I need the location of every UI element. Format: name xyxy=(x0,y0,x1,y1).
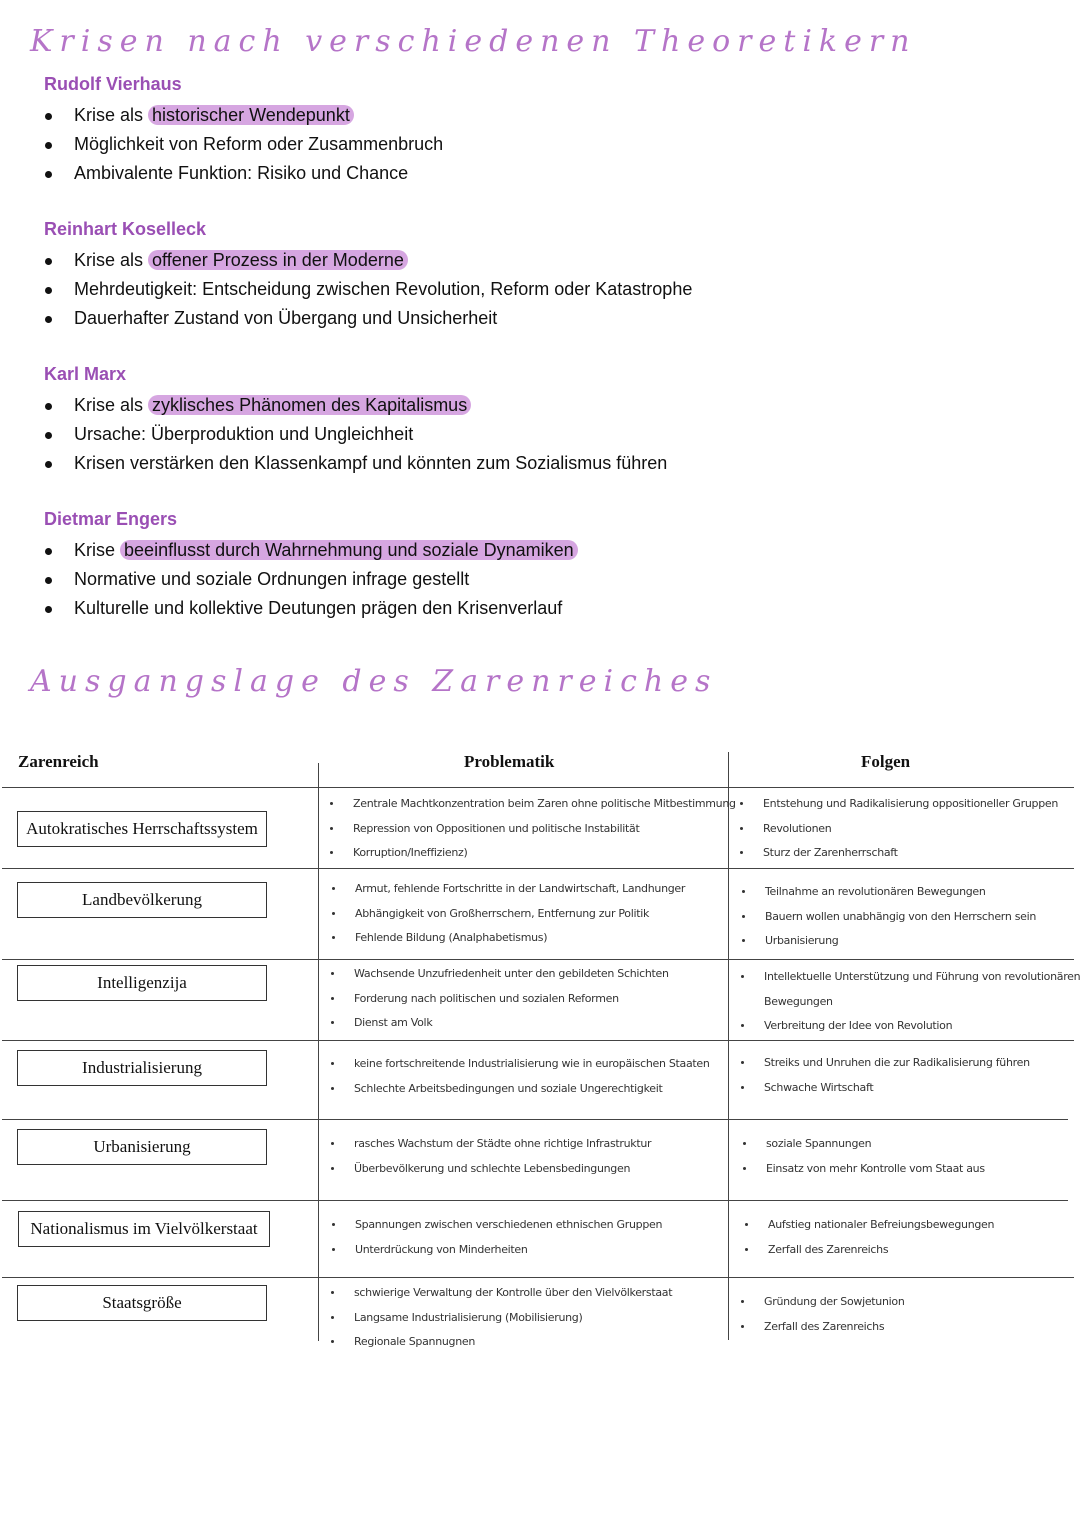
theorist-block-marx xyxy=(44,361,1044,478)
list-item: keine fortschreitende Industrialisierung wie in europäischen Staaten xyxy=(329,1052,710,1077)
row-label-autokratisches-herrschaftssystem: Autokratisches Herrschaftssystem xyxy=(17,811,267,847)
cell-folgen xyxy=(739,1051,1030,1100)
list-item: Wachsende Unzufriedenheit unter den gebildeten Schichten xyxy=(329,962,669,987)
theorist-points xyxy=(44,246,1044,333)
list-item: Zentrale Machtkonzentration beim Zaren ohne politische Mitbestimmung xyxy=(328,792,736,817)
list-item: Krise als zyklisches Phänomen des Kapitalismus xyxy=(44,391,1044,420)
theorist-block-koselleck xyxy=(44,216,1044,333)
theorist-name: Rudolf Vierhaus xyxy=(44,74,182,94)
zarenreich-table xyxy=(0,740,1080,1370)
list-item: Normative und soziale Ordnungen infrage gestellt xyxy=(44,565,1044,594)
list-item: Bauern wollen unabhängig von den Herrschern sein xyxy=(740,905,1036,930)
list-item: Gründung der Sowjetunion xyxy=(739,1290,905,1315)
list-item: Aufstieg nationaler Befreiungsbewegungen xyxy=(743,1213,994,1238)
cell-folgen xyxy=(740,880,1036,954)
list-item: soziale Spannungen xyxy=(741,1132,985,1157)
list-item: Streiks und Unruhen die zur Radikalisierung führen xyxy=(739,1051,1030,1076)
list-item: Krisen verstärken den Klassenkampf und könnten zum Sozialismus führen xyxy=(44,449,1044,478)
row-divider xyxy=(2,1277,1074,1278)
list-item: Regionale Spannugnen xyxy=(329,1330,672,1355)
list-item: rasches Wachstum der Städte ohne richtige Infrastruktur xyxy=(329,1132,651,1157)
list-item: Dauerhafter Zustand von Übergang und Unsicherheit xyxy=(44,304,1044,333)
list-item: Korruption/Ineffizienz) xyxy=(328,841,736,866)
cell-folgen xyxy=(743,1213,994,1262)
list-item: Repression von Oppositionen und politische Instabilität xyxy=(328,817,736,842)
list-item: Verbreitung der Idee von Revolution xyxy=(739,1014,1080,1039)
list-item: schwierige Verwaltung der Kontrolle über den Vielvölkerstaat xyxy=(329,1281,672,1306)
row-divider xyxy=(2,1119,1068,1120)
list-item: Mehrdeutigkeit: Entscheidung zwischen Revolution, Reform oder Katastrophe xyxy=(44,275,1044,304)
theorist-name: Dietmar Engers xyxy=(44,509,178,529)
theorist-block-vierhaus xyxy=(44,71,1044,188)
list-item: Unterdrückung von Minderheiten xyxy=(330,1238,662,1263)
theorist-points xyxy=(44,536,1044,623)
list-item: Überbevölkerung und schlechte Lebensbedingungen xyxy=(329,1157,651,1182)
section-title-zarenreich: Ausgangslage des Zarenreiches xyxy=(30,664,718,699)
list-item: Möglichkeit von Reform oder Zusammenbruch xyxy=(44,130,1044,159)
list-item: Abhängigkeit von Großherrschern, Entfernung zur Politik xyxy=(330,902,685,927)
list-item: Krise als historischer Wendepunkt xyxy=(44,101,1044,130)
list-item: Einsatz von mehr Kontrolle vom Staat aus xyxy=(741,1157,985,1182)
list-item: Ursache: Überproduktion und Ungleichheit xyxy=(44,420,1044,449)
highlighted-text: zyklisches Phänomen des Kapitalismus xyxy=(148,395,471,415)
list-item: Teilnahme an revolutionären Bewegungen xyxy=(740,880,1036,905)
row-divider xyxy=(2,1040,1074,1041)
row-label-intelligenzija: Intelligenzija xyxy=(17,965,267,1001)
list-item: Langsame Industrialisierung (Mobilisierung) xyxy=(329,1306,672,1331)
list-item: Entstehung und Radikalisierung oppositioneller Gruppen xyxy=(738,792,1058,817)
list-item: Ambivalente Funktion: Risiko und Chance xyxy=(44,159,1044,188)
row-label-nationalismus: Nationalismus im Vielvölkerstaat xyxy=(18,1211,270,1247)
list-item: Urbanisierung xyxy=(740,929,1036,954)
cell-problematik xyxy=(330,1213,662,1262)
cell-folgen xyxy=(739,1290,905,1339)
list-item: Sturz der Zarenherrschaft xyxy=(738,841,1058,866)
theorist-name: Reinhart Koselleck xyxy=(44,219,207,239)
list-item: Krise als offener Prozess in der Moderne xyxy=(44,246,1044,275)
list-item: Schlechte Arbeitsbedingungen und soziale Ungerechtigkeit xyxy=(329,1077,710,1102)
cell-folgen xyxy=(741,1132,985,1181)
cell-problematik xyxy=(329,1281,672,1355)
highlighted-text: offener Prozess in der Moderne xyxy=(148,250,408,270)
theorist-points xyxy=(44,101,1044,188)
row-divider xyxy=(2,868,1074,869)
row-label-industrialisierung: Industrialisierung xyxy=(17,1050,267,1086)
list-item: Revolutionen xyxy=(738,817,1058,842)
list-item: Kulturelle und kollektive Deutungen prägen den Krisenverlauf xyxy=(44,594,1044,623)
cell-folgen xyxy=(738,792,1058,866)
cell-problematik xyxy=(329,1132,651,1181)
column-header-zarenreich: Zarenreich xyxy=(18,752,99,771)
theorist-points xyxy=(44,391,1044,478)
list-item: Dienst am Volk xyxy=(329,1011,669,1036)
row-label-urbanisierung: Urbanisierung xyxy=(17,1129,267,1165)
cell-problematik xyxy=(329,1052,710,1101)
list-item: Armut, fehlende Fortschritte in der Landwirtschaft, Landhunger xyxy=(330,877,685,902)
list-item: Schwache Wirtschaft xyxy=(739,1076,1030,1101)
list-item: Spannungen zwischen verschiedenen ethnischen Gruppen xyxy=(330,1213,662,1238)
list-item: Zerfall des Zarenreichs xyxy=(739,1315,905,1340)
cell-problematik xyxy=(328,792,736,866)
highlighted-text: beeinflusst durch Wahrnehmung und soziale Dynamiken xyxy=(120,540,578,560)
list-item: Zerfall des Zarenreichs xyxy=(743,1238,994,1263)
row-label-staatsgroesse: Staatsgröße xyxy=(17,1285,267,1321)
highlighted-text: historischer Wendepunkt xyxy=(148,105,354,125)
theorist-block-engers xyxy=(44,506,1044,623)
list-item: Fehlende Bildung (Analphabetismus) xyxy=(330,926,685,951)
cell-folgen xyxy=(739,965,1080,1039)
section-title-theorists: Krisen nach verschiedenen Theoretikern xyxy=(30,24,917,59)
row-divider xyxy=(2,1200,1068,1201)
cell-problematik xyxy=(329,962,669,1036)
row-divider xyxy=(2,787,1074,788)
list-item-continuation: Bewegungen xyxy=(764,994,833,1008)
list-item: Forderung nach politischen und sozialen Reformen xyxy=(329,987,669,1012)
list-item: Krise beeinflusst durch Wahrnehmung und soziale Dynamiken xyxy=(44,536,1044,565)
column-divider xyxy=(318,763,319,1341)
row-label-landbevoelkerung: Landbevölkerung xyxy=(17,882,267,918)
column-header-folgen: Folgen xyxy=(861,752,911,771)
cell-problematik xyxy=(330,877,685,951)
theorist-name: Karl Marx xyxy=(44,364,127,384)
list-item: Intellektuelle Unterstützung und Führung von revolutionären xyxy=(739,965,1080,990)
column-header-problematik: Problematik xyxy=(464,752,555,771)
row-divider xyxy=(2,959,1074,960)
